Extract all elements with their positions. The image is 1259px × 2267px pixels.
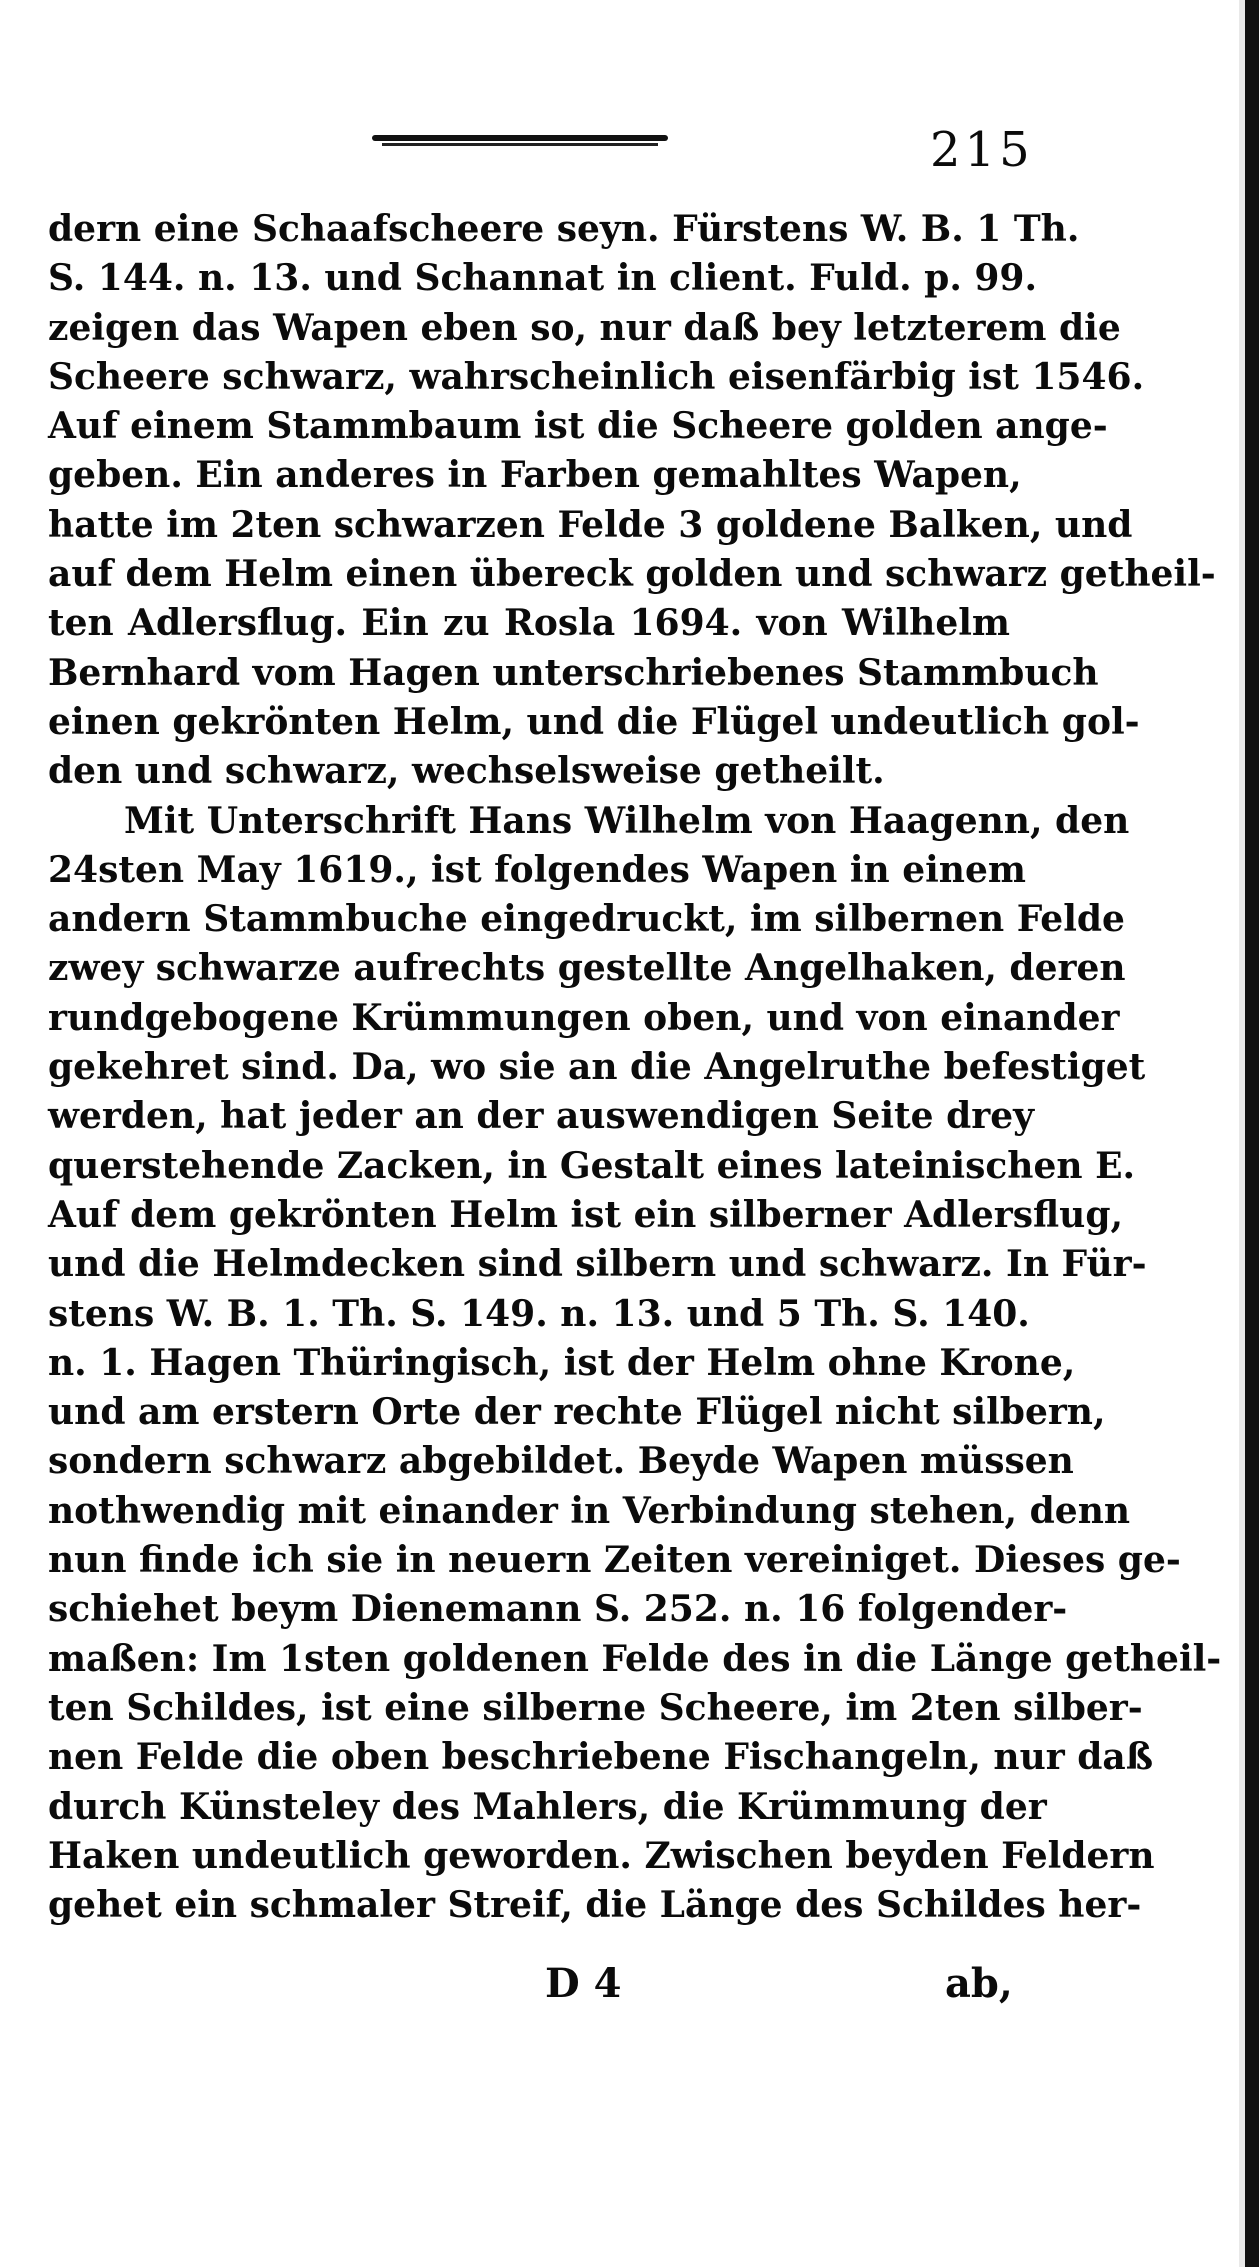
text-line: nun finde ich sie in neuern Zeiten vereiniget. Dieses ge- [48,1539,1181,1582]
text-line: S. 144. n. 13. und Schannat in client. Fuld. p. 99. [48,257,1038,300]
page-number: 215 [930,122,1034,178]
text-line: den und schwarz, wechselsweise getheilt. [48,750,885,793]
catchword: ab, [945,1960,1013,2007]
page-footer [0,1960,1013,2016]
text-line: ten Schildes, ist eine silberne Scheere, im 2ten silber- [48,1686,1143,1729]
text-line: querstehende Zacken, in Gestalt eines lateinischen E. [48,1144,1136,1187]
text-line: schiehet beym Dienemann S. 252. n. 16 folgender- [48,1588,1068,1631]
text-line: und am erstern Orte der rechte Flügel nicht silbern, [48,1391,1106,1434]
text-line: maßen: Im 1sten goldenen Felde des in die Länge getheil- [48,1637,1222,1680]
scan-border [1245,0,1259,2267]
text-line: dern eine Schaafscheere seyn. Fürstens W. B. 1 Th. [48,208,1080,250]
text-line: Scheere schwarz, wahrscheinlich eisenfärbig ist 1546. [48,355,1145,398]
text-line: auf dem Helm einen übereck golden und schwarz getheil- [48,553,1216,596]
text-line: 24sten May 1619., ist folgendes Wapen in einem [48,848,1026,891]
text-line: Haken undeutlich geworden. Zwischen beyden Feldern [48,1834,1155,1877]
text-line: rundgebogene Krümmungen oben, und von einander [48,996,1120,1039]
text-line: n. 1. Hagen Thüringisch, ist der Helm ohne Krone, [48,1341,1076,1384]
text-line: durch Künsteley des Mahlers, die Krümmung der [48,1785,1047,1828]
text-line: Auf einem Stammbaum ist die Scheere golden ange- [48,405,1108,448]
text-line: nothwendig mit einander in Verbindung stehen, denn [48,1489,1131,1532]
text-line: Mit Unterschrift Hans Wilhelm von Haagenn, den [124,799,1130,842]
text-line: stens W. B. 1. Th. S. 149. n. 13. und 5 Th. S. 140. [48,1292,1030,1335]
text-line: andern Stammbuche eingedruckt, im silbernen Felde [48,898,1125,941]
text-line: Auf dem gekrönten Helm ist ein silberner Adlersflug, [48,1193,1124,1236]
signature-mark: D 4 [545,1960,622,2007]
text-line: einen gekrönten Helm, und die Flügel undeutlich gol- [48,700,1140,743]
text-line: nen Felde die oben beschriebene Fischangeln, nur daß [48,1736,1154,1779]
text-line: gekehret sind. Da, wo sie an die Angelruthe befestiget [48,1046,1146,1089]
text-line: ten Adlersflug. Ein zu Rosla 1694. von Wilhelm [48,602,1010,645]
text-line: Bernhard vom Hagen unterschriebenes Stammbuch [48,651,1099,694]
text-line: gehet ein schmaler Streif, die Länge des Schildes her- [48,1884,1142,1927]
header-ornament [372,132,668,148]
text-line: hatte im 2ten schwarzen Felde 3 goldene Balken, und [48,503,1133,546]
ornament-rule-bottom [382,143,658,146]
text-line: geben. Ein anderes in Farben gemahltes Wapen, [48,454,1022,497]
text-line: zeigen das Wapen eben so, nur daß bey letzterem die [48,306,1121,349]
text-line: zwey schwarze aufrechts gestellte Angelhaken, deren [48,947,1126,990]
text-line: werden, hat jeder an der auswendigen Seite drey [48,1095,1035,1138]
text-line: sondern schwarz abgebildet. Beyde Wapen müssen [48,1440,1074,1483]
body-text [48,205,1222,1930]
ornament-rule-top [372,135,668,141]
text-line: und die Helmdecken sind silbern und schwarz. In Für- [48,1243,1147,1286]
